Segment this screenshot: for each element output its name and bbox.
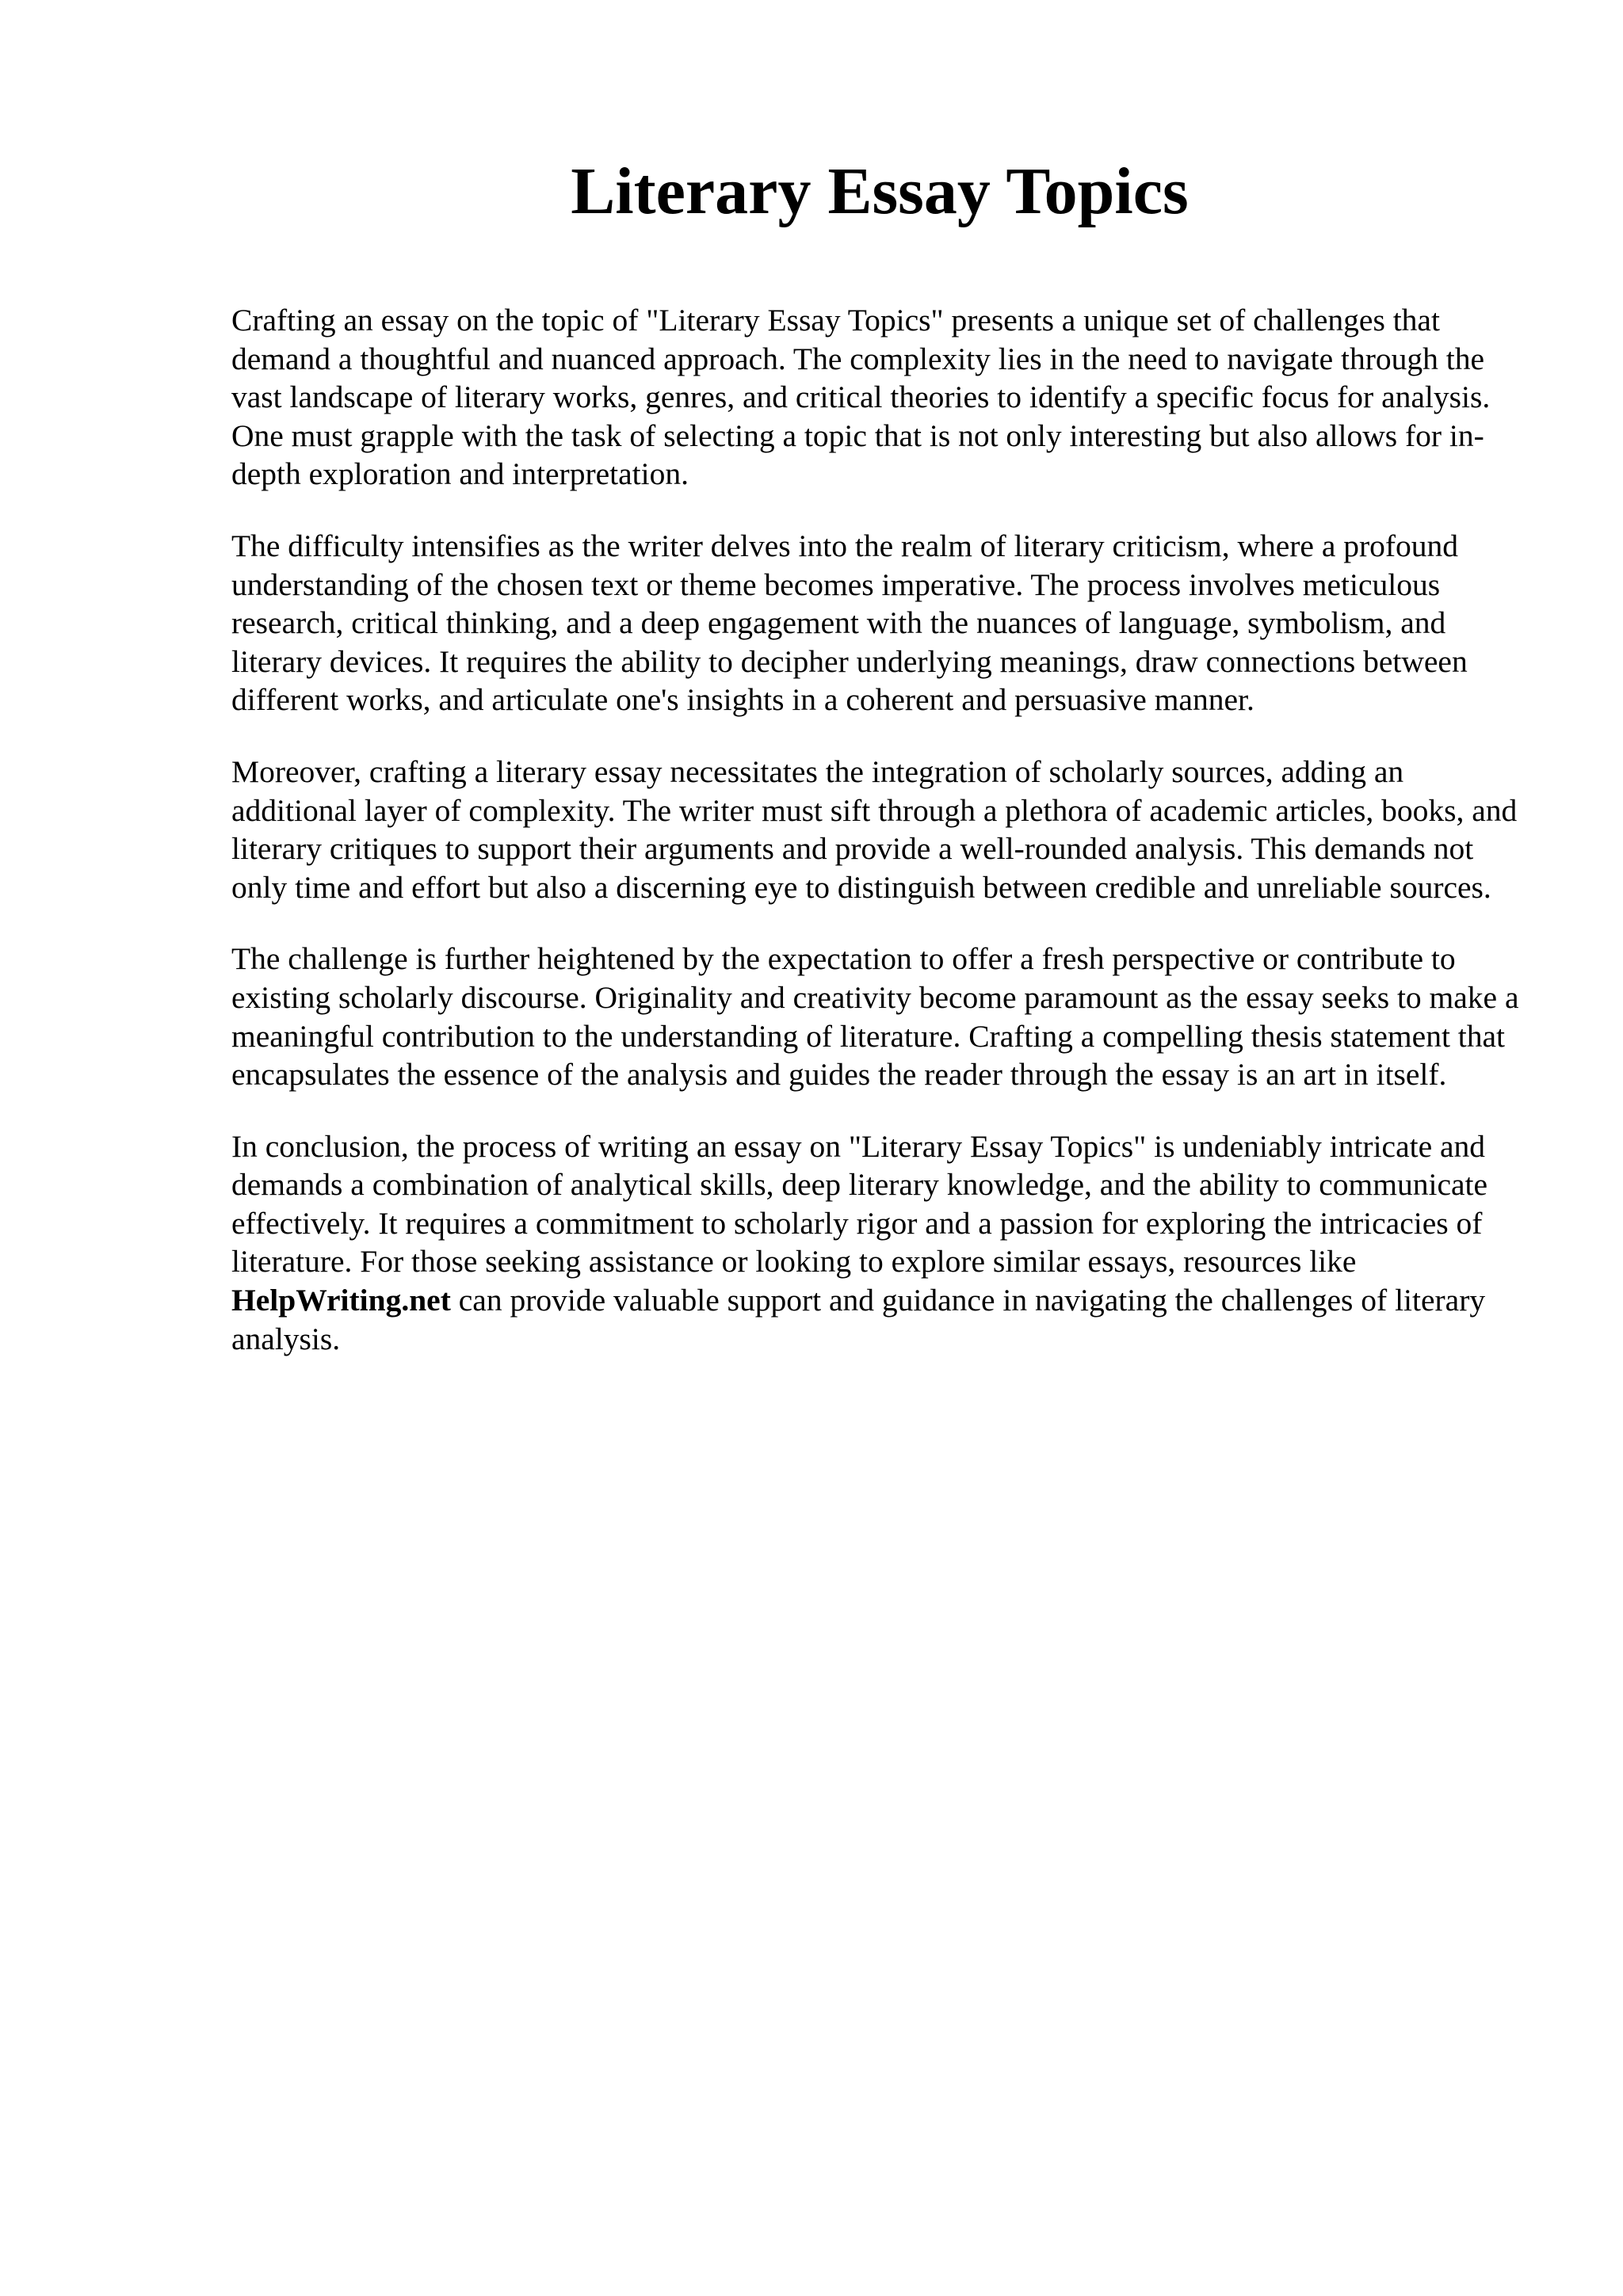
- paragraph-conclusion: [231, 1127, 1523, 1359]
- paragraph-4: The challenge is further heightened by the expectation to offer a fresh perspective or contribute to existing scholarly discourse. Originality and creativity become paramount as the essay seeks to make a meaningful contribution to the understanding of literature. Crafting a compelling thesis statement that encapsulates the essence of the analysis and guides the reader through the essay is an art in itself.: [231, 941, 1519, 1093]
- conclusion-text-after: can provide valuable support and guidance in navigating the challenges of literary analysis.: [231, 1283, 1486, 1356]
- brand-name: HelpWriting.net: [231, 1283, 451, 1318]
- paragraph-1: Crafting an essay on the topic of "Literary Essay Topics" presents a unique set of challenges that demand a thoughtful and nuanced approach. The complexity lies in the need to navigate through the vast landscape of literary works, genres, and critical theories to identify a specific focus for analysis. One must grapple with the task of selecting a topic that is not only interesting but also allows for in-depth exploration and interpretation.: [231, 303, 1491, 492]
- conclusion-text-before: In conclusion, the process of writing an essay on "Literary Essay Topics" is undeniably intricate and demands a combination of analytical skills, deep literary knowledge, and the ability to communicate effectively. It requires a commitment to scholarly rigor and a passion for exploring the intricacies of literature. For those seeking assistance or looking to explore similar essays, resources like: [231, 1128, 1488, 1280]
- essay-body: [231, 301, 1523, 1391]
- paragraph-2: The difficulty intensifies as the writer delves into the realm of literary criticism, where a profound understanding of the chosen text or theme becomes imperative. The process involves meticulous research, critical thinking, and a deep engagement with the nuances of language, symbolism, and literary devices. It requires the ability to decipher underlying meanings, draw connections between different works, and articulate one's insights in a coherent and persuasive manner.: [231, 528, 1468, 718]
- page-title: Literary Essay Topics: [571, 154, 1189, 228]
- paragraph-3: Moreover, crafting a literary essay necessitates the integration of scholarly sources, adding an additional layer of complexity. The writer must sift through a plethora of academic articles, books, and literary critiques to support their arguments and provide a well-rounded analysis. This demands not only time and effort but also a discerning eye to distinguish between credible and unreliable sources.: [231, 753, 1518, 905]
